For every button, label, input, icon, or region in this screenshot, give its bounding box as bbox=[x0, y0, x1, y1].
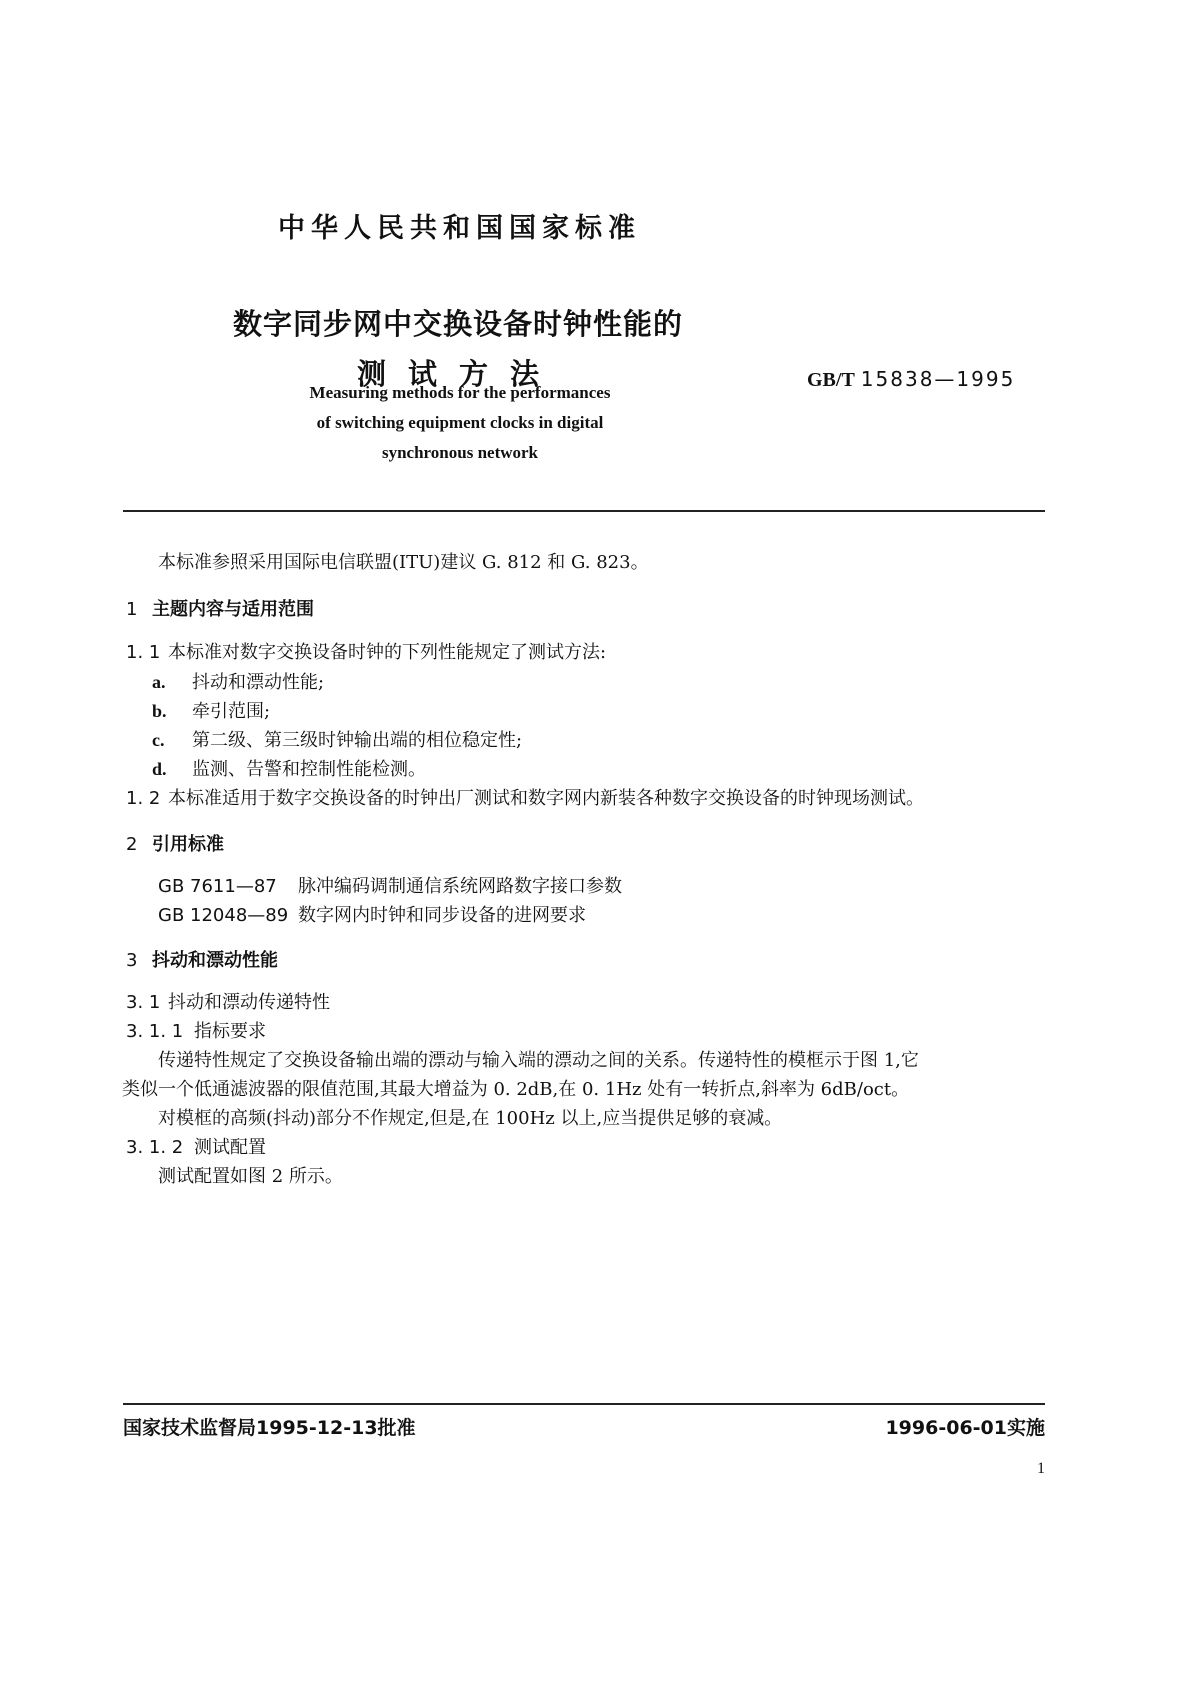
list-item-text: 监测、告警和控制性能检测。 bbox=[192, 759, 426, 780]
intro-text: 本标准参照采用国际电信联盟(ITU)建议 G. 812 和 G. 823。 bbox=[158, 552, 649, 573]
section-title: 引用标准 bbox=[152, 834, 224, 855]
clause-text: 指标要求 bbox=[194, 1021, 266, 1042]
english-title-line3: synchronous network bbox=[381, 443, 539, 462]
clause-1-2 bbox=[126, 784, 924, 810]
approval-date: 国家技术监督局1995-12-13批准 bbox=[123, 1417, 416, 1439]
clause-text: 本标准适用于数字交换设备的时钟出厂测试和数字网内新装各种数字交换设备的时钟现场测试。 bbox=[168, 788, 924, 809]
section-number: 2 bbox=[126, 834, 138, 855]
clause-number: 3. 1 bbox=[126, 992, 161, 1013]
list-item-label: b. bbox=[152, 701, 167, 721]
paragraph: 对模框的高频(抖动)部分不作规定,但是,在 100Hz 以上,应当提供足够的衰减。 bbox=[158, 1108, 783, 1129]
clause-text: 抖动和漂动传递特性 bbox=[168, 992, 330, 1013]
reference-title: 数字网内时钟和同步设备的进网要求 bbox=[298, 905, 586, 926]
list-item-label: d. bbox=[152, 759, 167, 779]
page-number: 1 bbox=[1037, 1460, 1045, 1477]
document-title-line1: 数字同步网中交换设备时钟性能的 bbox=[233, 307, 684, 341]
paragraph-line: 传递特性规定了交换设备输出端的漂动与输入端的漂动之间的关系。传递特性的模框示于图 1,它 bbox=[158, 1050, 919, 1071]
section-1-heading bbox=[126, 595, 314, 621]
clause-number: 1. 1 bbox=[126, 642, 161, 663]
clause-text: 测试配置 bbox=[194, 1137, 266, 1158]
standard-prefix: GB/T bbox=[807, 369, 855, 391]
list-item bbox=[152, 668, 324, 694]
section-title: 主题内容与适用范围 bbox=[152, 599, 314, 620]
list-item-label: a. bbox=[152, 672, 166, 692]
reference-item bbox=[158, 872, 622, 898]
effective-date: 1996-06-01实施 bbox=[885, 1417, 1045, 1439]
reference-item bbox=[158, 901, 586, 927]
reference-title: 脉冲编码调制通信系统网路数字接口参数 bbox=[298, 876, 622, 897]
clause-number: 3. 1. 1 bbox=[126, 1021, 184, 1042]
list-item-text: 抖动和漂动性能; bbox=[192, 672, 325, 693]
list-item-text: 第二级、第三级时钟输出端的相位稳定性; bbox=[192, 730, 523, 751]
clause-number: 3. 1. 2 bbox=[126, 1137, 184, 1158]
list-item bbox=[152, 697, 270, 723]
list-item-label: c. bbox=[152, 730, 165, 750]
standard-code: 15838—1995 bbox=[860, 367, 1016, 391]
clause-3-1-1 bbox=[126, 1017, 266, 1043]
list-item-text: 牵引范围; bbox=[192, 701, 271, 722]
section-number: 1 bbox=[126, 599, 138, 620]
list-item bbox=[152, 755, 426, 781]
reference-code: GB 7611—87 bbox=[158, 876, 277, 897]
footer-divider bbox=[123, 1403, 1045, 1405]
clause-text: 本标准对数字交换设备时钟的下列性能规定了测试方法: bbox=[168, 642, 607, 663]
clause-number: 1. 2 bbox=[126, 788, 161, 809]
header-divider bbox=[123, 510, 1045, 512]
english-title-line2: of switching equipment clocks in digital bbox=[316, 413, 604, 432]
section-3-heading bbox=[126, 946, 278, 972]
section-2-heading bbox=[126, 830, 224, 856]
clause-3-1 bbox=[126, 988, 330, 1014]
clause-1-1 bbox=[126, 638, 606, 664]
national-standard-heading: 中华人民共和国国家标准 bbox=[278, 213, 641, 244]
paragraph-line: 类似一个低通滤波器的限值范围,其最大增益为 0. 2dB,在 0. 1Hz 处有一转折点,斜率为 6dB/oct。 bbox=[122, 1079, 910, 1100]
document-title-line2: 测试方法 bbox=[357, 357, 562, 391]
list-item bbox=[152, 726, 522, 752]
section-title: 抖动和漂动性能 bbox=[152, 950, 278, 971]
english-title-line1: Measuring methods for the performances bbox=[309, 383, 611, 402]
clause-3-1-2 bbox=[126, 1133, 266, 1159]
standard-number bbox=[807, 367, 1015, 392]
paragraph: 测试配置如图 2 所示。 bbox=[158, 1166, 343, 1187]
reference-code: GB 12048—89 bbox=[158, 905, 289, 926]
section-number: 3 bbox=[126, 950, 138, 971]
